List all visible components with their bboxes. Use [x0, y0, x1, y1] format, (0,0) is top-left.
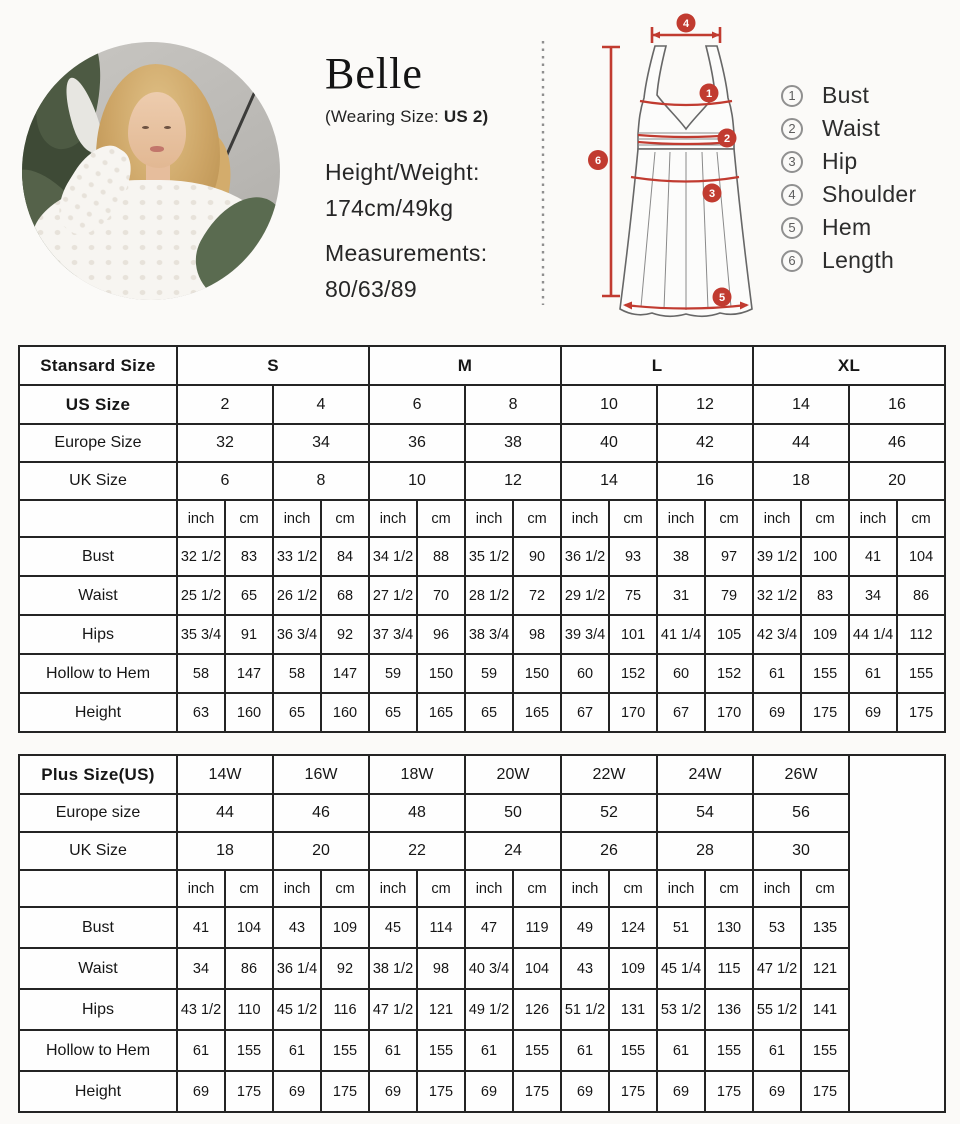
europe-size: 42 [657, 424, 753, 462]
europe-size: 56 [753, 794, 849, 832]
measurements-label: Measurements: [325, 240, 488, 266]
model-eye [164, 126, 171, 129]
value-cell: 155 [801, 654, 849, 693]
value-cell: 170 [609, 693, 657, 732]
legend-item-bust [781, 79, 916, 112]
value-cell: 105 [705, 615, 753, 654]
value-cell: 75 [609, 576, 657, 615]
value-cell: 51 [657, 907, 705, 948]
value-cell: 131 [609, 989, 657, 1030]
table-title: Plus Size(US) [19, 755, 177, 794]
value-cell: 36 3/4 [273, 615, 321, 654]
unit-header: cm [609, 870, 657, 907]
europe-size: 36 [369, 424, 465, 462]
value-cell: 68 [321, 576, 369, 615]
uk-size: 10 [369, 462, 465, 500]
wearing-size-value: US 2) [443, 107, 489, 126]
value-cell: 150 [513, 654, 561, 693]
row-label: Height [19, 693, 177, 732]
legend-label: Hem [822, 214, 872, 240]
legend-label: Bust [822, 82, 870, 108]
plus-size-header: 26W [753, 755, 849, 794]
value-cell: 121 [417, 989, 465, 1030]
value-cell: 160 [321, 693, 369, 732]
value-cell: 69 [657, 1071, 705, 1112]
value-cell: 96 [417, 615, 465, 654]
unit-header: cm [321, 500, 369, 537]
value-cell: 65 [225, 576, 273, 615]
value-cell: 41 [849, 537, 897, 576]
value-cell: 109 [321, 907, 369, 948]
row-label: Waist [19, 576, 177, 615]
value-cell: 60 [561, 654, 609, 693]
value-cell: 152 [609, 654, 657, 693]
value-cell: 34 1/2 [369, 537, 417, 576]
row-label: US Size [19, 385, 177, 424]
value-cell: 69 [273, 1071, 321, 1112]
row-label: UK Size [19, 832, 177, 870]
value-cell: 70 [417, 576, 465, 615]
value-cell: 28 1/2 [465, 576, 513, 615]
uk-size: 8 [273, 462, 369, 500]
europe-size: 40 [561, 424, 657, 462]
value-cell: 32 1/2 [177, 537, 225, 576]
value-cell: 61 [753, 654, 801, 693]
unit-header: inch [177, 870, 225, 907]
europe-size: 46 [273, 794, 369, 832]
uk-size: 14 [561, 462, 657, 500]
value-cell: 109 [609, 948, 657, 989]
value-cell: 69 [849, 693, 897, 732]
value-cell: 45 [369, 907, 417, 948]
value-cell: 141 [801, 989, 849, 1030]
value-cell: 33 1/2 [273, 537, 321, 576]
europe-size: 52 [561, 794, 657, 832]
value-cell: 93 [609, 537, 657, 576]
value-cell: 175 [417, 1071, 465, 1112]
value-cell: 53 1/2 [657, 989, 705, 1030]
value-cell: 175 [705, 1071, 753, 1112]
circled-number: 3 [781, 151, 803, 173]
group-header: M [369, 346, 561, 385]
value-cell: 31 [657, 576, 705, 615]
model-face [128, 92, 186, 168]
value-cell: 38 [657, 537, 705, 576]
value-cell: 29 1/2 [561, 576, 609, 615]
row-label: UK Size [19, 462, 177, 500]
value-cell: 59 [369, 654, 417, 693]
plus-size-header: 14W [177, 755, 273, 794]
value-cell: 69 [753, 1071, 801, 1112]
value-cell: 121 [801, 948, 849, 989]
value-cell: 104 [513, 948, 561, 989]
uk-size: 24 [465, 832, 561, 870]
circled-number: 2 [781, 118, 803, 140]
row-label: Hollow to Hem [19, 654, 177, 693]
value-cell: 45 1/4 [657, 948, 705, 989]
marker-bust: 1 [705, 88, 713, 100]
marker-hip: 3 [708, 188, 716, 200]
unit-header: cm [513, 870, 561, 907]
value-cell: 110 [225, 989, 273, 1030]
measurement-legend [781, 79, 916, 277]
value-cell: 61 [273, 1030, 321, 1071]
value-cell: 79 [705, 576, 753, 615]
value-cell: 175 [321, 1071, 369, 1112]
dress-measurement-diagram [528, 2, 783, 337]
unit-header: inch [369, 870, 417, 907]
value-cell: 130 [705, 907, 753, 948]
value-cell: 83 [225, 537, 273, 576]
value-cell: 155 [225, 1030, 273, 1071]
row-label: Hips [19, 615, 177, 654]
unit-header: cm [801, 500, 849, 537]
legend-item-length [781, 244, 916, 277]
unit-header: cm [897, 500, 945, 537]
value-cell: 152 [705, 654, 753, 693]
unit-header: inch [657, 500, 705, 537]
us-size: 4 [273, 385, 369, 424]
group-header: L [561, 346, 753, 385]
plus-size-header: 20W [465, 755, 561, 794]
value-cell: 38 1/2 [369, 948, 417, 989]
uk-size: 16 [657, 462, 753, 500]
legend-item-waist [781, 112, 916, 145]
europe-size: 46 [849, 424, 945, 462]
us-size: 14 [753, 385, 849, 424]
unit-header: cm [225, 870, 273, 907]
value-cell: 37 3/4 [369, 615, 417, 654]
height-weight-value: 174cm/49kg [325, 195, 454, 221]
value-cell: 109 [801, 615, 849, 654]
value-cell: 119 [513, 907, 561, 948]
group-header: S [177, 346, 369, 385]
value-cell: 40 3/4 [465, 948, 513, 989]
wearing-size [325, 107, 540, 127]
value-cell: 35 3/4 [177, 615, 225, 654]
value-cell: 175 [609, 1071, 657, 1112]
us-size: 2 [177, 385, 273, 424]
height-weight-label: Height/Weight: [325, 159, 480, 185]
value-cell: 39 1/2 [753, 537, 801, 576]
circled-number: 1 [781, 85, 803, 107]
plus-size-header: 18W [369, 755, 465, 794]
marker-shoulder: 4 [682, 18, 690, 30]
value-cell: 47 1/2 [753, 948, 801, 989]
value-cell: 69 [753, 693, 801, 732]
value-cell: 69 [177, 1071, 225, 1112]
unit-header: inch [465, 870, 513, 907]
row-label: Bust [19, 537, 177, 576]
uk-size: 18 [753, 462, 849, 500]
uk-size: 28 [657, 832, 753, 870]
value-cell: 126 [513, 989, 561, 1030]
value-cell: 155 [321, 1030, 369, 1071]
value-cell: 61 [369, 1030, 417, 1071]
europe-size: 50 [465, 794, 561, 832]
unit-header: cm [513, 500, 561, 537]
unit-header: inch [561, 500, 609, 537]
value-cell: 86 [225, 948, 273, 989]
uk-size: 20 [273, 832, 369, 870]
unit-header: inch [273, 870, 321, 907]
plus-size-table [18, 754, 946, 1113]
row-label: Hips [19, 989, 177, 1030]
europe-size: 48 [369, 794, 465, 832]
value-cell: 67 [657, 693, 705, 732]
legend-label: Hip [822, 148, 858, 174]
value-cell: 92 [321, 615, 369, 654]
value-cell: 135 [801, 907, 849, 948]
value-cell: 160 [225, 693, 273, 732]
legend-item-hip [781, 145, 916, 178]
unit-header: inch [753, 870, 801, 907]
value-cell: 84 [321, 537, 369, 576]
value-cell: 104 [897, 537, 945, 576]
us-size: 16 [849, 385, 945, 424]
measurements-value: 80/63/89 [325, 276, 417, 302]
row-label: Europe size [19, 794, 177, 832]
value-cell: 91 [225, 615, 273, 654]
value-cell: 155 [801, 1030, 849, 1071]
value-cell: 88 [417, 537, 465, 576]
value-cell: 61 [177, 1030, 225, 1071]
legend-item-hem [781, 211, 916, 244]
uk-size: 18 [177, 832, 273, 870]
value-cell: 72 [513, 576, 561, 615]
value-cell: 170 [705, 693, 753, 732]
uk-size: 12 [465, 462, 561, 500]
value-cell: 61 [657, 1030, 705, 1071]
value-cell: 98 [513, 615, 561, 654]
value-cell: 124 [609, 907, 657, 948]
value-cell: 86 [897, 576, 945, 615]
value-cell: 104 [225, 907, 273, 948]
circled-number: 5 [781, 217, 803, 239]
value-cell: 41 1/4 [657, 615, 705, 654]
uk-size: 30 [753, 832, 849, 870]
europe-size: 44 [753, 424, 849, 462]
value-cell: 49 1/2 [465, 989, 513, 1030]
value-cell: 136 [705, 989, 753, 1030]
row-label: Bust [19, 907, 177, 948]
blank-cell [849, 755, 945, 1112]
value-cell: 58 [273, 654, 321, 693]
value-cell: 155 [513, 1030, 561, 1071]
model-lips [150, 146, 164, 152]
value-cell: 43 1/2 [177, 989, 225, 1030]
value-cell: 53 [753, 907, 801, 948]
value-cell: 27 1/2 [369, 576, 417, 615]
circled-number: 6 [781, 250, 803, 272]
value-cell: 39 3/4 [561, 615, 609, 654]
uk-size: 26 [561, 832, 657, 870]
value-cell: 58 [177, 654, 225, 693]
uk-size: 22 [369, 832, 465, 870]
value-cell: 43 [273, 907, 321, 948]
row-label: Europe Size [19, 424, 177, 462]
value-cell: 83 [801, 576, 849, 615]
legend-label: Length [822, 247, 895, 273]
value-cell: 165 [417, 693, 465, 732]
value-cell: 98 [417, 948, 465, 989]
us-size: 8 [465, 385, 561, 424]
marker-length: 6 [594, 155, 602, 167]
row-label: Hollow to Hem [19, 1030, 177, 1071]
value-cell: 101 [609, 615, 657, 654]
value-cell: 147 [321, 654, 369, 693]
unit-header: inch [561, 870, 609, 907]
empty-cell [19, 500, 177, 537]
model-photo [22, 42, 280, 300]
uk-size: 20 [849, 462, 945, 500]
value-cell: 100 [801, 537, 849, 576]
value-cell: 59 [465, 654, 513, 693]
value-cell: 175 [897, 693, 945, 732]
value-cell: 114 [417, 907, 465, 948]
value-cell: 69 [561, 1071, 609, 1112]
value-cell: 65 [465, 693, 513, 732]
value-cell: 175 [801, 1071, 849, 1112]
value-cell: 49 [561, 907, 609, 948]
value-cell: 43 [561, 948, 609, 989]
unit-header: cm [609, 500, 657, 537]
value-cell: 69 [369, 1071, 417, 1112]
value-cell: 97 [705, 537, 753, 576]
unit-header: inch [177, 500, 225, 537]
model-name: Belle [325, 49, 423, 98]
value-cell: 32 1/2 [753, 576, 801, 615]
value-cell: 34 [849, 576, 897, 615]
unit-header: cm [321, 870, 369, 907]
standard-size-table [18, 345, 946, 733]
value-cell: 41 [177, 907, 225, 948]
value-cell: 35 1/2 [465, 537, 513, 576]
value-cell: 36 1/2 [561, 537, 609, 576]
value-cell: 155 [609, 1030, 657, 1071]
plus-size-header: 22W [561, 755, 657, 794]
value-cell: 69 [465, 1071, 513, 1112]
plus-size-header: 16W [273, 755, 369, 794]
unit-header: inch [465, 500, 513, 537]
legend-label: Shoulder [822, 181, 917, 207]
us-size: 10 [561, 385, 657, 424]
value-cell: 112 [897, 615, 945, 654]
marker-waist: 2 [723, 133, 731, 145]
value-cell: 165 [513, 693, 561, 732]
value-cell: 61 [849, 654, 897, 693]
unit-header: inch [273, 500, 321, 537]
table-title: Stansard Size [19, 346, 177, 385]
value-cell: 51 1/2 [561, 989, 609, 1030]
value-cell: 55 1/2 [753, 989, 801, 1030]
europe-size: 54 [657, 794, 753, 832]
value-cell: 147 [225, 654, 273, 693]
value-cell: 45 1/2 [273, 989, 321, 1030]
unit-header: cm [417, 870, 465, 907]
unit-header: inch [369, 500, 417, 537]
europe-size: 38 [465, 424, 561, 462]
value-cell: 116 [321, 989, 369, 1030]
value-cell: 155 [417, 1030, 465, 1071]
value-cell: 38 3/4 [465, 615, 513, 654]
value-cell: 42 3/4 [753, 615, 801, 654]
value-cell: 65 [273, 693, 321, 732]
value-cell: 67 [561, 693, 609, 732]
europe-size: 34 [273, 424, 369, 462]
value-cell: 65 [369, 693, 417, 732]
unit-header: cm [705, 500, 753, 537]
value-cell: 175 [225, 1071, 273, 1112]
empty-cell [19, 870, 177, 907]
legend-item-shoulder [781, 178, 916, 211]
us-size: 6 [369, 385, 465, 424]
model-info [325, 48, 540, 303]
unit-header: inch [657, 870, 705, 907]
circled-number: 4 [781, 184, 803, 206]
unit-header: inch [849, 500, 897, 537]
marker-hem: 5 [718, 292, 726, 304]
wearing-size-prefix: (Wearing Size: [325, 107, 444, 126]
legend-label: Waist [822, 115, 881, 141]
unit-header: cm [705, 870, 753, 907]
value-cell: 25 1/2 [177, 576, 225, 615]
value-cell: 92 [321, 948, 369, 989]
europe-size: 44 [177, 794, 273, 832]
value-cell: 175 [801, 693, 849, 732]
value-cell: 60 [657, 654, 705, 693]
plus-size-header: 24W [657, 755, 753, 794]
value-cell: 61 [465, 1030, 513, 1071]
value-cell: 63 [177, 693, 225, 732]
value-cell: 175 [513, 1071, 561, 1112]
row-label: Waist [19, 948, 177, 989]
value-cell: 61 [561, 1030, 609, 1071]
value-cell: 34 [177, 948, 225, 989]
value-cell: 155 [705, 1030, 753, 1071]
group-header: XL [753, 346, 945, 385]
value-cell: 150 [417, 654, 465, 693]
length-measure-line [602, 47, 620, 296]
europe-size: 32 [177, 424, 273, 462]
value-cell: 47 1/2 [369, 989, 417, 1030]
value-cell: 90 [513, 537, 561, 576]
us-size: 12 [657, 385, 753, 424]
uk-size: 6 [177, 462, 273, 500]
value-cell: 115 [705, 948, 753, 989]
row-label: Height [19, 1071, 177, 1112]
value-cell: 155 [897, 654, 945, 693]
value-cell: 47 [465, 907, 513, 948]
unit-header: cm [417, 500, 465, 537]
unit-header: cm [225, 500, 273, 537]
value-cell: 44 1/4 [849, 615, 897, 654]
value-cell: 36 1/4 [273, 948, 321, 989]
unit-header: inch [753, 500, 801, 537]
value-cell: 26 1/2 [273, 576, 321, 615]
unit-header: cm [801, 870, 849, 907]
value-cell: 61 [753, 1030, 801, 1071]
model-eye [142, 126, 149, 129]
